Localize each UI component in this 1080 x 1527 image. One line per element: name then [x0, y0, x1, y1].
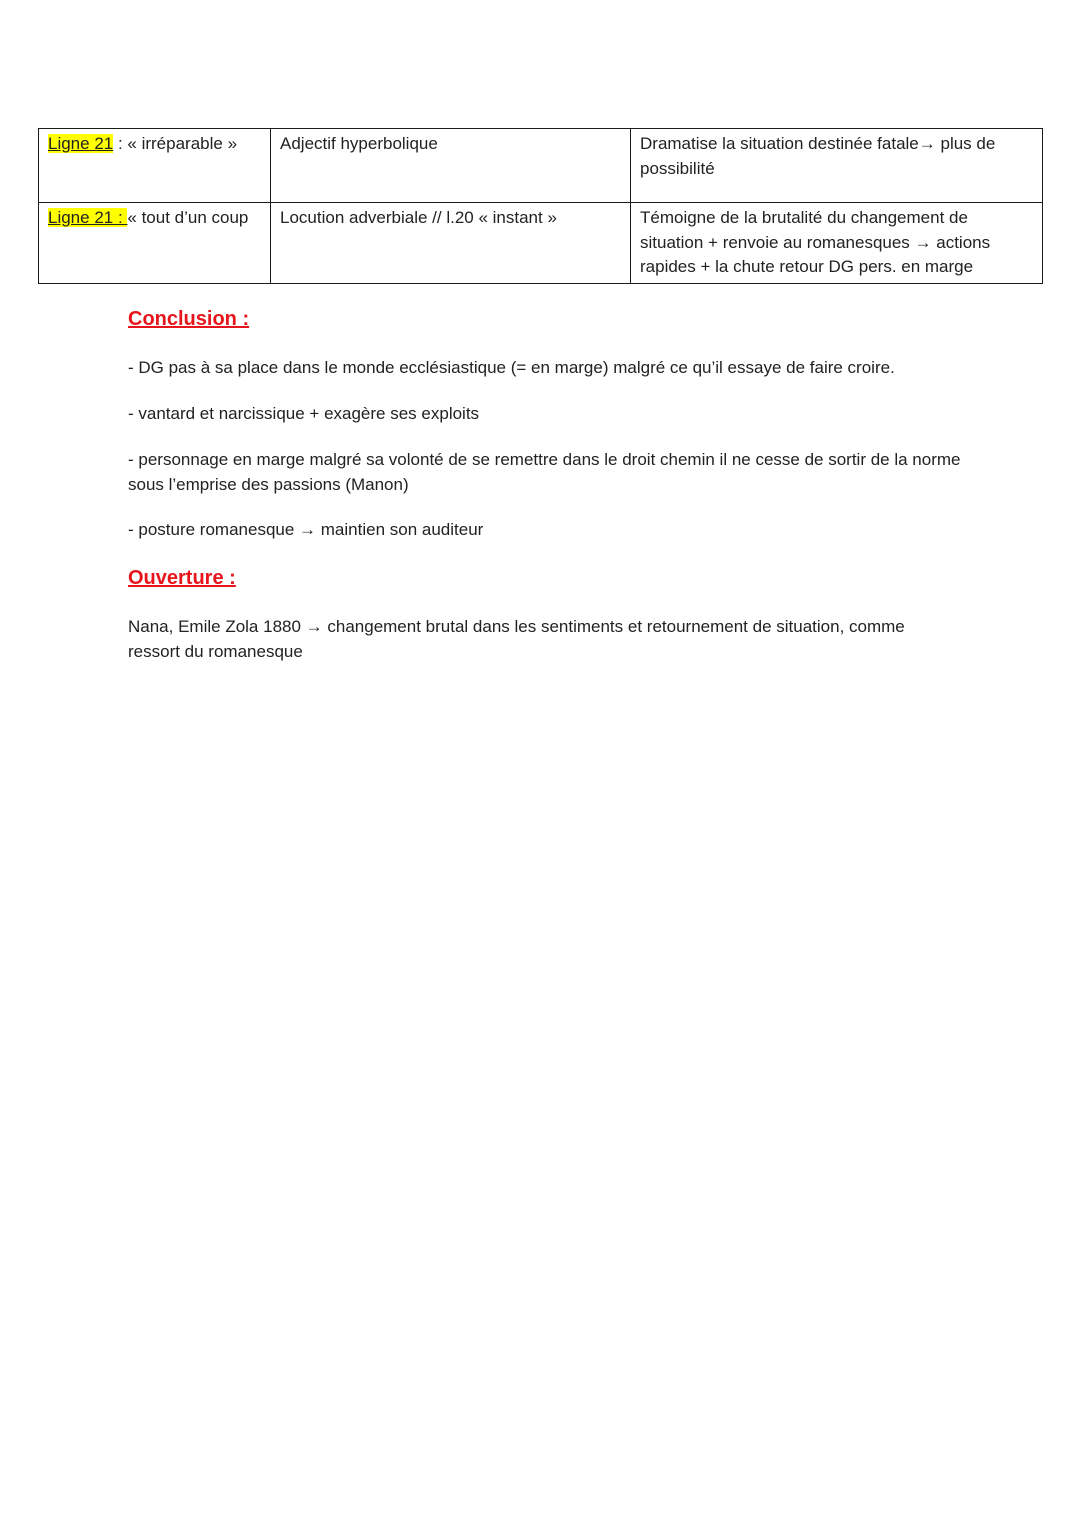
quote-text: « tout d’un coup: [127, 208, 249, 227]
ouverture-heading: Ouverture :: [128, 567, 236, 589]
table-cell-procede: Adjectif hyperbolique: [271, 129, 631, 203]
conclusion-item: - vantard et narcissique + exagère ses exploits: [128, 404, 480, 423]
analysis-table: [38, 128, 1043, 284]
table-cell-reference: [39, 129, 271, 203]
quote-text: : « irréparable »: [113, 134, 238, 153]
conclusion-item: - personnage en marge malgré sa volonté de se remettre dans le droit chemin il ne cesse de sortir de la norme sous l’emprise des passions (Manon): [128, 450, 961, 494]
table-cell-reference: [39, 203, 271, 284]
conclusion-heading: Conclusion :: [128, 308, 250, 330]
table-row: [39, 203, 1043, 284]
conclusion-item: - DG pas à sa place dans le monde ecclésiastique (= en marge) malgré ce qu’il essaye de faire croire.: [128, 358, 895, 377]
table-cell-interpretation: Dramatise la situation destinée fatale→ plus de possibilité: [631, 129, 1043, 203]
conclusion-section: [128, 306, 968, 332]
table-cell-procede: Locution adverbiale // l.20 « instant »: [271, 203, 631, 284]
highlighted-line-ref: Ligne 21 :: [48, 208, 128, 227]
table-row: [39, 129, 1043, 203]
highlighted-line-ref: Ligne 21: [48, 134, 114, 153]
table-cell-interpretation: Témoigne de la brutalité du changement de situation + renvoie au romanesques → actions rapides + la chute retour DG pers. en marge: [631, 203, 1043, 284]
ouverture-section: [128, 565, 968, 591]
conclusion-item: - posture romanesque → maintien son auditeur: [128, 520, 484, 539]
ouverture-text: Nana, Emile Zola 1880 → changement brutal dans les sentiments et retournement de situation, comme ressort du romanesque: [128, 617, 905, 661]
